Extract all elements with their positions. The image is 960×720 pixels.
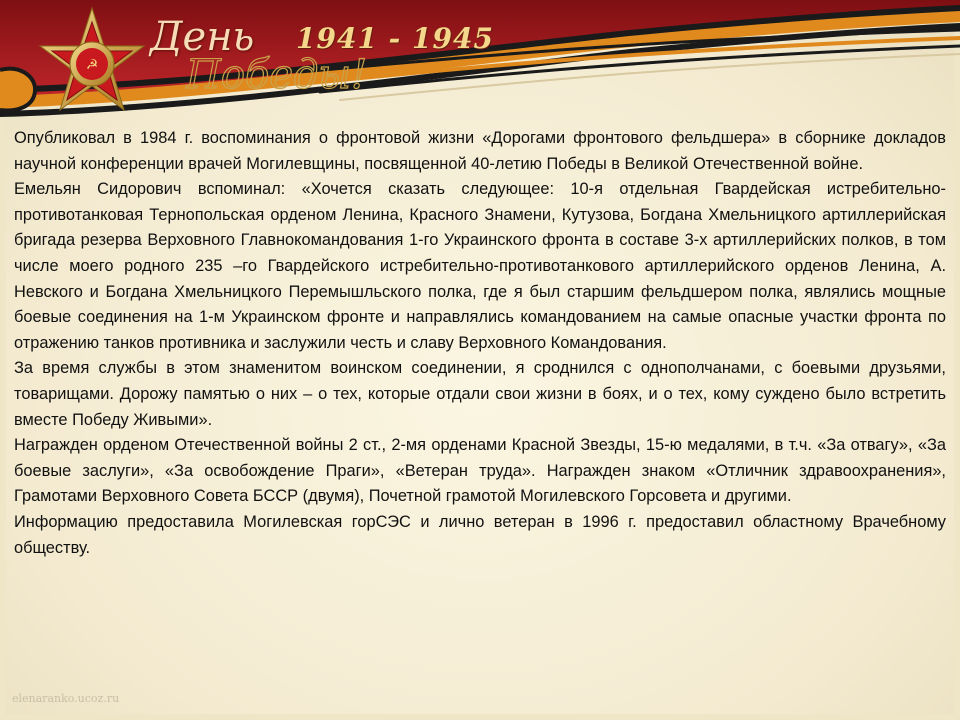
banner-graphic bbox=[0, 0, 960, 120]
banner-years: 1941 - 1945 bbox=[296, 22, 494, 55]
banner-title-line1: День bbox=[150, 14, 255, 60]
header-banner bbox=[0, 0, 960, 120]
paragraph: Награжден орденом Отечественной войны 2 ст., 2-мя орденами Красной Звезды, 15-ю медалями, в т.ч. «За отвагу», «За боевые заслуги», «За освобождение Праги», «Ветеран труда». Награжден знаком «Отличник здравоохранения», Грамотами Верховного Совета БССР (двумя), Почетной грамотой Могилевского Горсовета и другими. bbox=[14, 436, 946, 506]
svg-text:☭: ☭ bbox=[85, 57, 99, 73]
banner-title-line2: Победы! bbox=[186, 52, 368, 98]
paragraph: За время службы в этом знаменитом воинском соединении, я сроднился с однополчанами, с боевыми друзьями, товарищами. Дорожу памятью о них – о тех, которые отдали свои жизни в боях, и о тех, кому суждено было встретить вместе Победу Живыми». bbox=[14, 359, 946, 429]
main-text bbox=[14, 126, 946, 561]
paragraph: Информацию предоставила Могилевская горСЭС и лично ветеран в 1996 г. предоставил областному Врачебному обществу. bbox=[14, 512, 946, 557]
paragraph: Емельян Сидорович вспоминал: «Хочется сказать следующее: 10-я отдельная Гвардейская истребительно-противотанковая Тернопольская орденом Ленина, Красного Знамени, Кутузова, Богдана Хмельницкого артиллерийская бригада резерва Верховного Главнокомандования 1-го Украинского фронта в составе 3-х артиллерийских полков, в том числе моего родного 235 –го Гвардейского истребительно-противотанкового артиллерийского орденов Ленина, А. Невского и Богдана Хмельницкого Перемышльского полка, где я был старшим фельдшером полка, являлись мощные боевые соединения на 1-м Украинском фронте и направлялись командованием на самые опасные участки фронта по отражению танков противника и заслужили честь и славу Верховного Командования. bbox=[14, 180, 946, 352]
paragraph: Опубликовал в 1984 г. воспоминания о фронтовой жизни «Дорогами фронтового фельдшера» в сборнике докладов научной конференции врачей Могилевщины, посвященной 40-летию Победы в Великой Отечественной войне. bbox=[14, 129, 946, 173]
site-watermark: elenaranko.ucoz.ru bbox=[12, 692, 120, 705]
